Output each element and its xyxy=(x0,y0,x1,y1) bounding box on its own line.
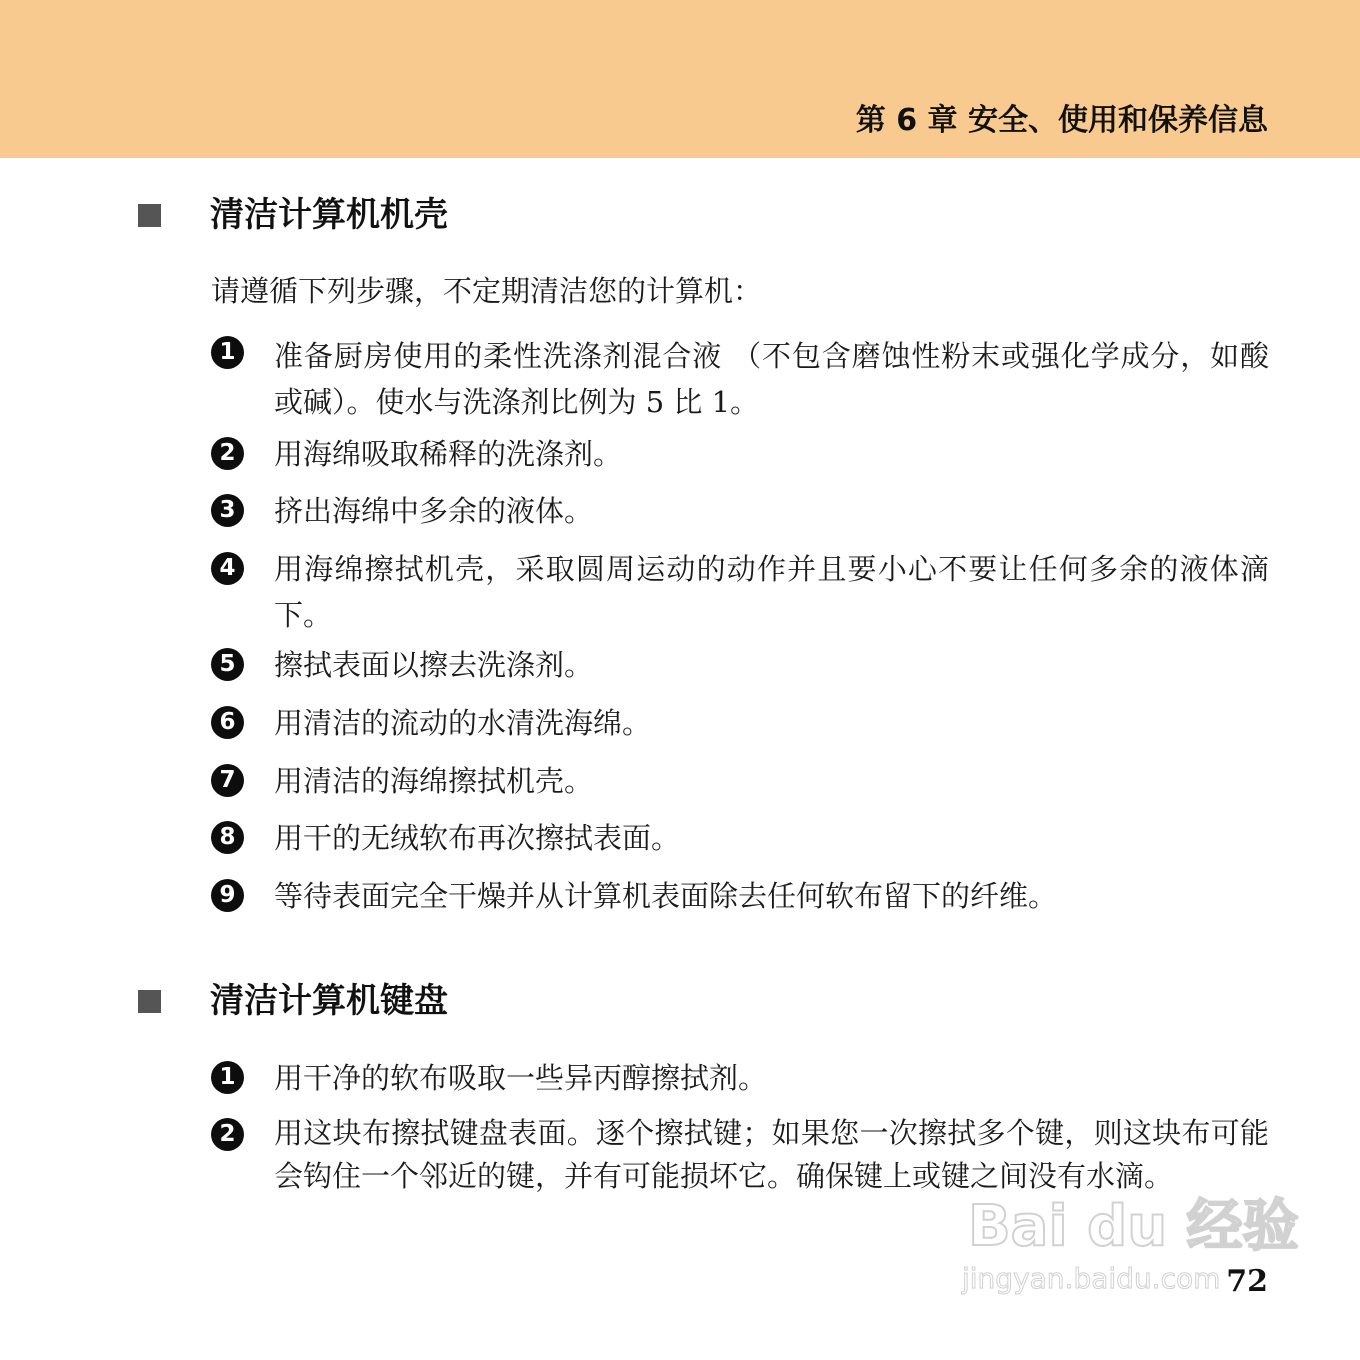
step-number-badge: 6 xyxy=(211,706,244,739)
step-text: 用海绵擦拭机壳，采取圆周运动的动作并且要小心不要让任何多余的液体滴下。 xyxy=(274,552,1269,632)
step-number-badge: 1 xyxy=(211,336,244,369)
step-number-badge: 2 xyxy=(211,437,244,470)
step-text: 用清洁的海绵擦拭机壳。 xyxy=(274,764,594,798)
chapter-header-band xyxy=(0,0,1360,158)
step-text: 用干净的软布吸取一些异丙醇擦拭剂。 xyxy=(274,1061,768,1095)
step-text: 等待表面完全干燥并从计算机表面除去任何软布留下的纤维。 xyxy=(274,879,1058,913)
step-text: 准备厨房使用的柔性洗涤剂混合液 （不包含磨蚀性粉末或强化学成分，如酸或碱）。使水与洗涤剂比例为 5 比 1。 xyxy=(274,339,1269,419)
step-number-badge: 2 xyxy=(211,1118,244,1151)
section-bullet-square xyxy=(138,204,161,227)
section-heading-case: 清洁计算机机壳 xyxy=(210,195,448,235)
step-number-badge: 5 xyxy=(211,648,244,681)
step-number-badge: 3 xyxy=(211,494,244,527)
chapter-title: 第 6 章 安全、使用和保养信息 xyxy=(855,103,1268,138)
step-text: 擦拭表面以擦去洗涤剂。 xyxy=(274,648,594,682)
step-text: 挤出海绵中多余的液体。 xyxy=(274,494,594,528)
step-number-badge: 9 xyxy=(211,879,244,912)
step-number-badge: 7 xyxy=(211,764,244,797)
watermark-url: jingyan.baidu.com xyxy=(962,1262,1221,1295)
step-number-badge: 4 xyxy=(211,552,244,585)
page-number: 72 xyxy=(1226,1264,1268,1299)
section-intro: 请遵循下列步骤，不定期清洁您的计算机： xyxy=(211,274,763,308)
step-text: 用这块布擦拭键盘表面。逐个擦拭键；如果您一次擦拭多个键，则这块布可能会钩住一个邻近的键，并有可能损坏它。确保键上或键之间没有水滴。 xyxy=(274,1116,1269,1193)
section-bullet-square xyxy=(138,990,161,1013)
step-text: 用干的无绒软布再次擦拭表面。 xyxy=(274,821,681,855)
watermark-logo: Bai du 经验 xyxy=(968,1194,1299,1259)
step-number-badge: 1 xyxy=(211,1061,244,1094)
step-text: 用清洁的流动的水清洗海绵。 xyxy=(274,706,652,740)
section-heading-keyboard: 清洁计算机键盘 xyxy=(210,981,448,1021)
step-number-badge: 8 xyxy=(211,821,244,854)
step-text: 用海绵吸取稀释的洗涤剂。 xyxy=(274,437,623,471)
